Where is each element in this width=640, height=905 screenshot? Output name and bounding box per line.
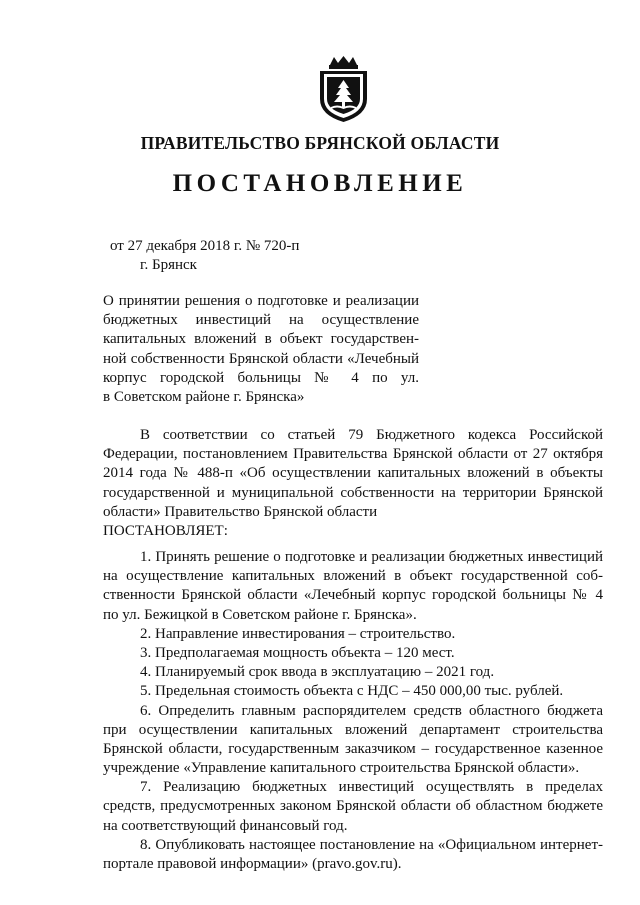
document-date-number: от 27 декабря 2018 г. № 720-п: [110, 238, 300, 254]
decree-line: на соответствующий финансовый год.: [103, 817, 348, 834]
decree-line: 4. Планируемый срок ввода в эксплуатацию – 2021 год.: [140, 664, 495, 681]
subject-line: О принятии решения о подготовке и реализации: [103, 293, 419, 309]
preamble-line: В соответствии со статьей 79 Бюджетного кодекса Российской: [140, 427, 603, 443]
preamble-paragraph: [103, 426, 603, 541]
decree-line: портале правовой информации» (pravo.gov.ru).: [103, 856, 402, 872]
decree-line: 5. Предельная стоимость объекта с НДС – 450 000,00 тыс. рублей.: [140, 683, 564, 700]
decree-items: [103, 548, 603, 874]
preamble-line: области» Правительство Брянской области: [103, 503, 378, 520]
subject-line: ной собственности Брянской области «Лечебный: [103, 350, 419, 367]
preamble-line: Федерации, постановлением Правительства Брянской области от 27 октября: [103, 446, 603, 463]
document-city: г. Брянск: [140, 257, 197, 273]
preamble-line: 2014 года № 488-п «Об осуществлении капитальных вложений в объекты: [103, 465, 603, 482]
subject-line: в Советском районе г. Брянска»: [103, 388, 305, 405]
decree-line: при осуществлении капитальных вложений департамент строительства: [103, 721, 603, 738]
decree-line: на осуществление капитальных вложений в объект государственной соб-: [103, 568, 603, 585]
subject-line: капитальных вложений в объект государствен-: [103, 331, 419, 348]
document-subject: [103, 292, 419, 407]
decree-line: 6. Определить главным распорядителем средств областного бюджета: [140, 702, 603, 719]
decree-line: 1. Принять решение о подготовке и реализации бюджетных инвестиций: [140, 549, 603, 565]
subject-line: бюджетных инвестиций на осуществление: [103, 312, 419, 329]
decree-line: Брянской области, государственным заказчиком – государственное казенное: [103, 740, 603, 757]
decree-line: средств, предусмотренных законом Брянской области об областном бюджете: [103, 798, 603, 815]
government-title: ПРАВИТЕЛЬСТВО БРЯНСКОЙ ОБЛАСТИ: [140, 133, 500, 153]
preamble-line: государственной и муниципальной собственности на территории Брянской: [103, 484, 603, 501]
decree-line: учреждение «Управление капитального строительства Брянской области».: [103, 760, 580, 777]
decree-line: 7. Реализацию бюджетных инвестиций осуществлять в пределах: [140, 779, 603, 796]
decree-line: 3. Предполагаемая мощность объекта – 120 мест.: [140, 644, 455, 661]
decree-line: по ул. Бежицкой в Советском районе г. Брянска».: [103, 606, 417, 623]
document-type-title: ПОСТАНОВЛЕНИЕ: [172, 170, 468, 197]
decree-line: ственности Брянской области «Лечебный корпус городской больницы № 4: [103, 587, 603, 604]
bryansk-coat-of-arms-icon: [316, 55, 371, 123]
decree-line: 8. Опубликовать настоящее постановление на «Официальном интернет-: [140, 836, 603, 853]
subject-line: корпус городской больницы № 4 по ул.: [103, 369, 419, 386]
resolves-heading: ПОСТАНОВЛЯЕТ:: [103, 522, 228, 539]
decree-line: 2. Направление инвестирования – строительство.: [140, 625, 456, 642]
